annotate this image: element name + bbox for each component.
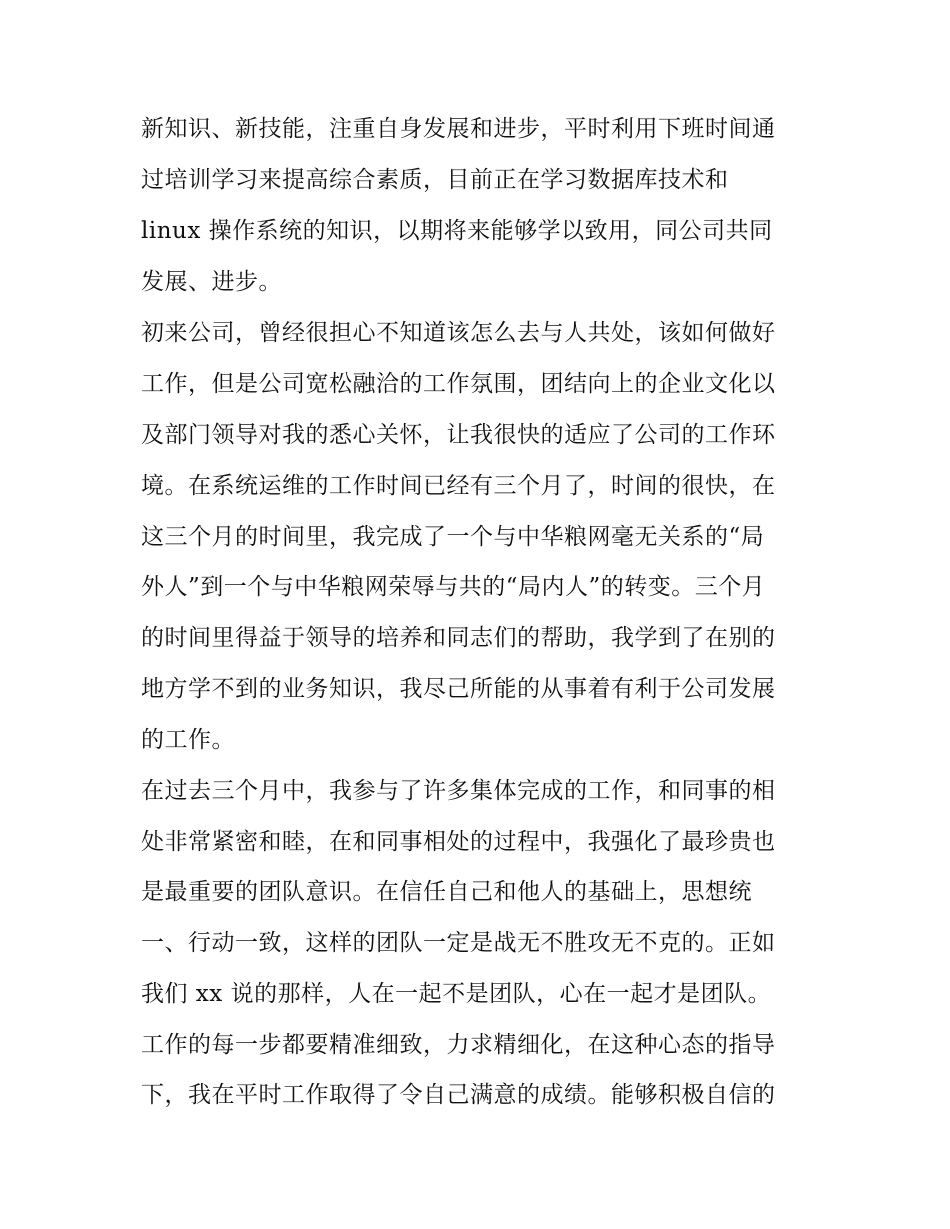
text-line: 的时间里得益于领导的培养和同志们的帮助，我学到了在别的 <box>141 625 776 651</box>
text-line: 这三个月的时间里，我完成了一个与中华粮网毫无关系的“局 <box>141 524 765 550</box>
text-line: 外人”到一个与中华粮网荣辱与共的“局内人”的转变。三个月 <box>141 574 766 600</box>
text-line: 地方学不到的业务知识，我尽己所能的从事着有利于公司发展 <box>141 676 776 702</box>
text-line: 在过去三个月中，我参与了许多集体完成的工作，和同事的相 <box>141 778 776 804</box>
text-line: 新知识、新技能，注重自身发展和进步，平时利用下班时间通 <box>141 116 776 142</box>
text-line: 处非常紧密和睦，在和同事相处的过程中，我强化了最珍贵也 <box>141 829 776 855</box>
text-line: 境。在系统运维的工作时间已经有三个月了，时间的很快，在 <box>141 473 776 499</box>
text-line: 过培训学习来提高综合素质，目前正在学习数据库技术和 <box>141 167 729 193</box>
text-line: 一、行动一致，这样的团队一定是战无不胜攻无不克的。正如 <box>141 930 776 956</box>
text-line: 下，我在平时工作取得了令自己满意的成绩。能够积极自信的 <box>141 1082 776 1108</box>
text-line: 是最重要的团队意识。在信任自己和他人的基础上，思想统 <box>141 879 752 905</box>
text-line: 发展、进步。 <box>141 269 282 295</box>
text-line: 工作，但是公司宽松融洽的工作氛围，团结向上的企业文化以 <box>141 371 776 397</box>
text-line: 及部门领导对我的悉心关怀，让我很快的适应了公司的工作环 <box>141 422 776 448</box>
text-line: 的工作。 <box>141 727 235 753</box>
text-line: 工作的每一步都要精准细致，力求精细化，在这种心态的指导 <box>141 1032 776 1058</box>
text-line: 初来公司，曾经很担心不知道该怎么去与人共处，该如何做好 <box>141 320 776 346</box>
text-line: 我们 xx 说的那样，人在一起不是团队，心在一起才是团队。 <box>141 981 772 1007</box>
text-line: linux 操作系统的知识，以期将来能够学以致用，同公司共同 <box>141 218 773 244</box>
